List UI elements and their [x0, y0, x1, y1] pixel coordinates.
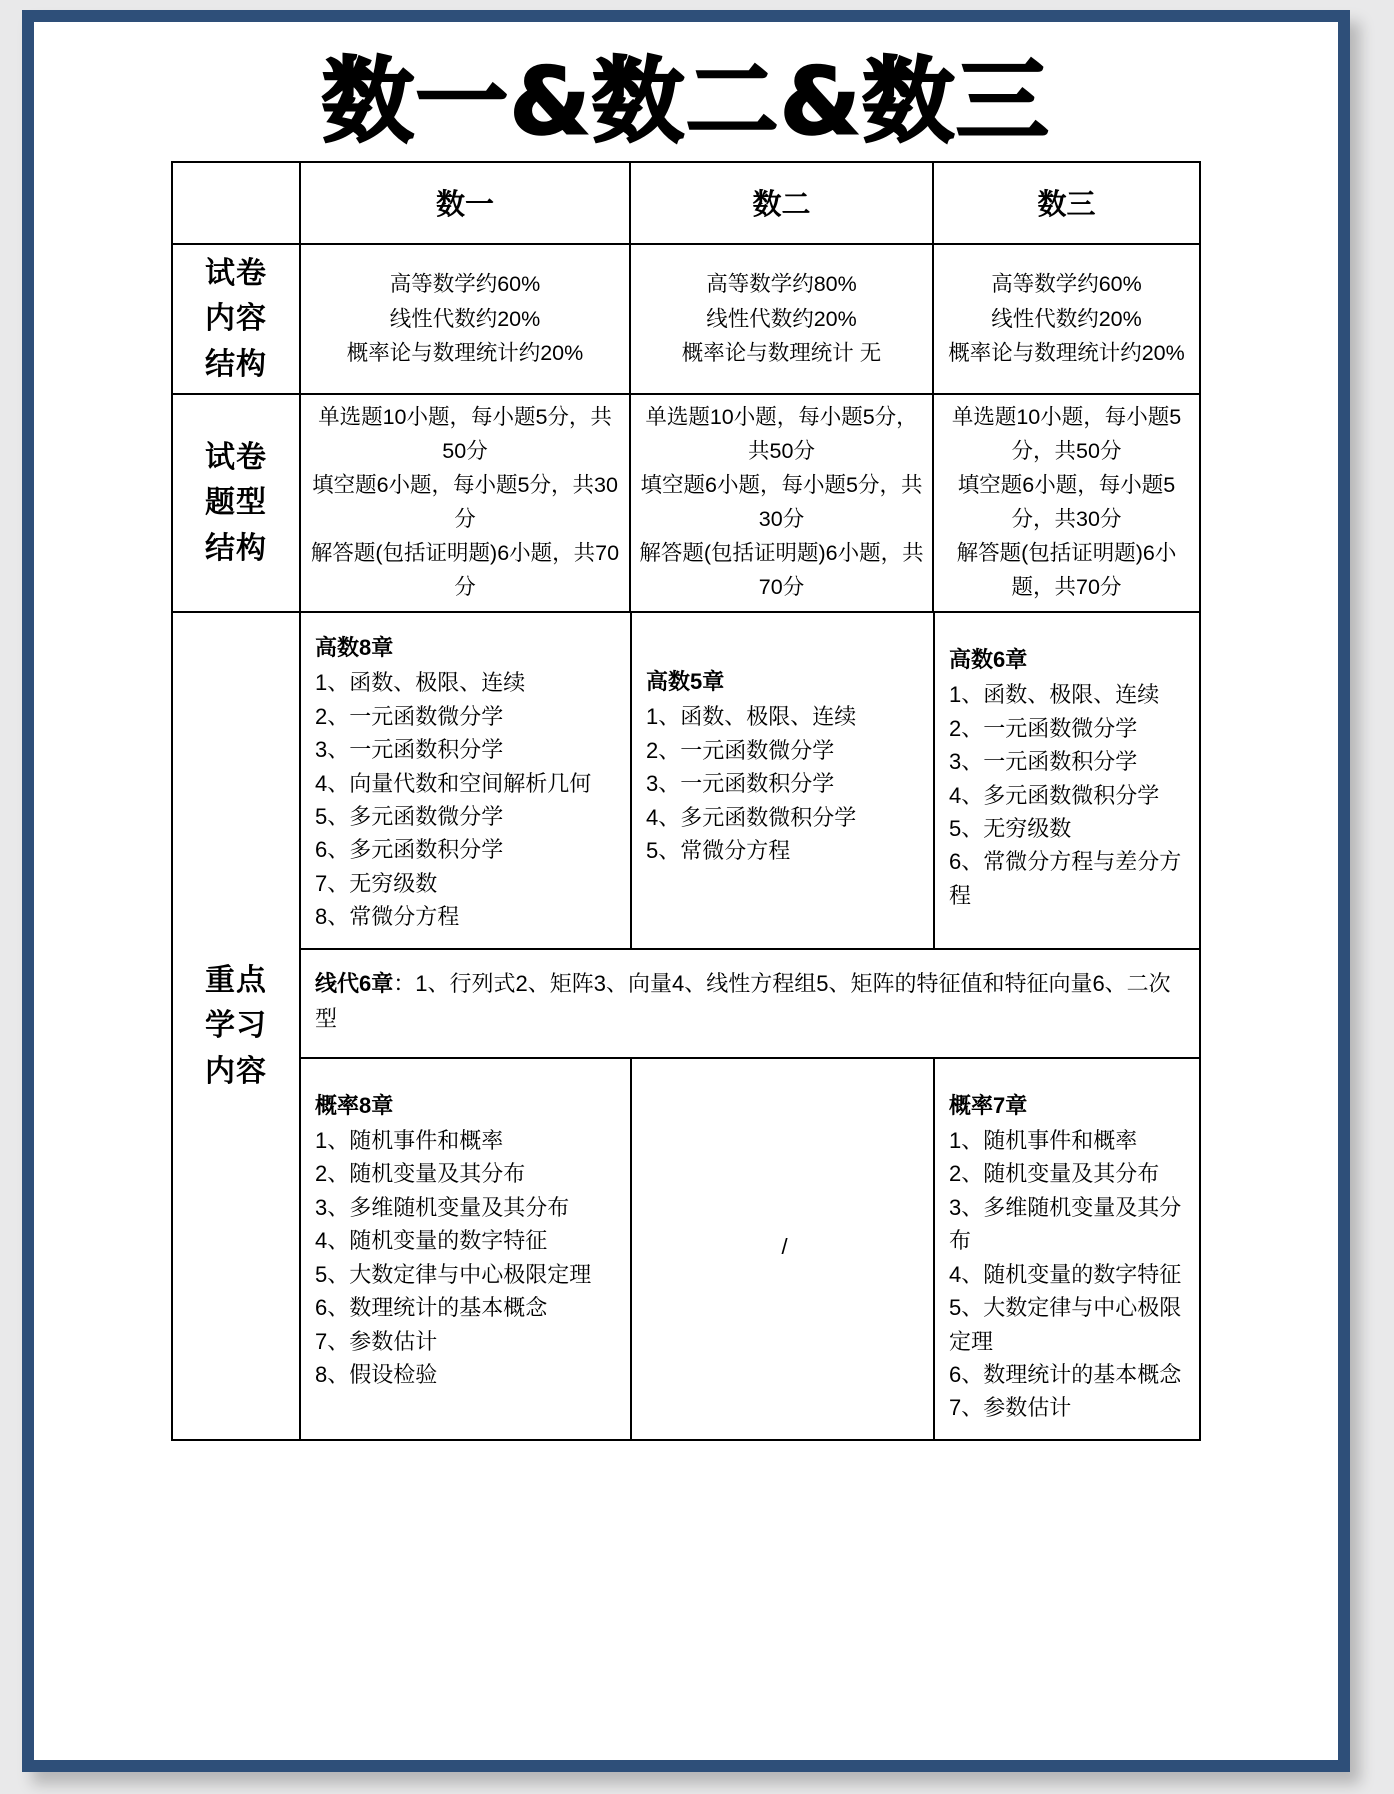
- list-item: 7、无穷级数: [315, 870, 438, 896]
- gailv-cell-shuyi: [301, 1058, 631, 1439]
- list-item: 4、多元函数微积分学: [646, 804, 857, 830]
- row-label-content-structure: [172, 244, 300, 395]
- content-line: 单选题10小题，每小题5分，共50分: [951, 405, 1182, 464]
- gailv-row: [301, 1058, 1199, 1439]
- content-line: 高等数学约60%: [389, 271, 541, 296]
- list-item: 3、多维随机变量及其分布: [315, 1194, 570, 1220]
- list-item: 4、多元函数微积分学: [949, 782, 1160, 808]
- cell-question-structure-shusan: [933, 394, 1200, 612]
- list-item: 5、多元函数微分学: [315, 803, 504, 829]
- row-label-line: 内容: [205, 1054, 267, 1088]
- content-line: 解答题(包括证明题)6小题，共70分: [310, 541, 620, 600]
- key-content-container: [300, 612, 1200, 1440]
- gaoshu-cell-shuyi: [301, 613, 631, 949]
- gailv-list-shuyi: [315, 1124, 620, 1392]
- gaoshu-list-shusan: [949, 678, 1189, 912]
- content-line: 解答题(包括证明题)6小题，共70分: [956, 541, 1177, 600]
- content-line: 高等数学约60%: [991, 271, 1142, 296]
- row-label-line: 试卷: [205, 440, 267, 474]
- gaoshu-heading: 高数5章: [646, 669, 725, 695]
- content-line: 概率论与数理统计约20%: [948, 341, 1185, 366]
- content-line: 概率论与数理统计 无: [681, 341, 882, 366]
- key-content-table: [301, 613, 1199, 1439]
- list-item: 6、数理统计的基本概念: [949, 1362, 1182, 1387]
- gaoshu-heading: 高数8章: [315, 635, 394, 661]
- content-line: 概率论与数理统计约20%: [346, 341, 584, 366]
- list-item: 6、常微分方程与差分方程: [949, 849, 1182, 908]
- cell-question-structure-shuyi: [300, 394, 630, 612]
- list-item: 2、一元函数微分学: [315, 703, 504, 729]
- row-label-line: 题型: [205, 486, 267, 520]
- list-item: 1、函数、极限、连续: [949, 682, 1160, 708]
- xiandai-heading: 线代6章: [315, 970, 394, 996]
- row-label-question-structure: [172, 394, 300, 612]
- list-item: 6、数理统计的基本概念: [315, 1295, 548, 1321]
- row-label-line: 结构: [205, 532, 267, 566]
- gailv-heading: 概率8章: [315, 1092, 394, 1118]
- list-item: 5、无穷级数: [949, 815, 1072, 841]
- list-item: 3、一元函数积分学: [315, 737, 504, 763]
- table-row: [172, 612, 1200, 1440]
- gaoshu-heading: 高数6章: [949, 647, 1028, 673]
- gaoshu-list-shuer: [646, 700, 923, 867]
- content-line: 解答题(包括证明题)6小题，共70分: [639, 541, 924, 600]
- content-line: 线性代数约20%: [706, 306, 857, 331]
- xiandai-cell: [301, 949, 1199, 1058]
- gaoshu-list-shuyi: [315, 666, 620, 934]
- list-item: 4、向量代数和空间解析几何: [315, 770, 592, 796]
- gailv-cell-shuer: [631, 1058, 934, 1439]
- list-item: 2、一元函数微分学: [949, 715, 1138, 741]
- xiandai-row: [301, 949, 1199, 1058]
- content-line: 线性代数约20%: [389, 306, 541, 331]
- list-item: 7、参数估计: [315, 1328, 438, 1354]
- list-item: 2、一元函数微分学: [646, 737, 835, 763]
- gailv-list-shusan: [949, 1124, 1189, 1425]
- list-item: 6、多元函数积分学: [315, 837, 504, 863]
- cell-content-structure-shuer: [630, 244, 933, 395]
- row-label-key-content: [172, 612, 300, 1440]
- content-line: 线性代数约20%: [991, 306, 1142, 331]
- list-item: 1、随机事件和概率: [315, 1127, 504, 1153]
- list-item: 5、大数定律与中心极限定理: [949, 1295, 1182, 1354]
- xiandai-text: 1、行列式2、矩阵3、向量4、线性方程组5、矩阵的特征值和特征向量6、二次型: [315, 970, 1171, 1032]
- document-sheet: [48, 36, 1324, 1746]
- list-item: 5、常微分方程: [646, 837, 791, 863]
- corner-cell: [172, 162, 300, 244]
- gaoshu-row: [301, 613, 1199, 949]
- list-item: 4、随机变量的数字特征: [949, 1261, 1182, 1287]
- list-item: 3、一元函数积分学: [949, 749, 1138, 775]
- content-line: 填空题6小题，每小题5分，共30分: [312, 473, 618, 532]
- table-row: [172, 244, 1200, 395]
- gaoshu-cell-shusan: [934, 613, 1199, 949]
- content-line: 填空题6小题，每小题5分，共30分: [640, 473, 923, 532]
- gaoshu-cell-shuer: [631, 613, 934, 949]
- content-line: 单选题10小题，每小题5分，共50分: [645, 405, 918, 464]
- column-header-shuer: 数二: [630, 162, 933, 244]
- list-item: 2、随机变量及其分布: [315, 1161, 526, 1187]
- list-item: 2、随机变量及其分布: [949, 1161, 1160, 1187]
- content-line: 填空题6小题，每小题5分，共30分: [957, 473, 1176, 532]
- gailv-heading: 概率7章: [949, 1092, 1028, 1118]
- page-title: 数一&数二&数三: [321, 48, 1051, 155]
- not-applicable-mark: /: [781, 1233, 788, 1259]
- cell-question-structure-shuer: [630, 394, 933, 612]
- row-label-line: 学习: [205, 1009, 267, 1043]
- list-item: 8、假设检验: [315, 1362, 438, 1387]
- list-item: 1、随机事件和概率: [949, 1127, 1138, 1153]
- list-item: 3、一元函数积分学: [646, 771, 835, 797]
- row-label-line: 试卷: [205, 256, 267, 290]
- row-label-line: 结构: [205, 347, 267, 381]
- list-item: 5、大数定律与中心极限定理: [315, 1261, 592, 1287]
- column-header-shusan: 数三: [933, 162, 1200, 244]
- row-label-line: 内容: [205, 302, 267, 336]
- gailv-cell-shusan: [934, 1058, 1199, 1439]
- column-header-shuyi: 数一: [300, 162, 630, 244]
- document-page: [22, 10, 1350, 1772]
- cell-content-structure-shusan: [933, 244, 1200, 395]
- list-item: 4、随机变量的数字特征: [315, 1228, 548, 1254]
- comparison-table: [171, 161, 1201, 1441]
- list-item: 7、参数估计: [949, 1395, 1072, 1421]
- xiandai-separator: ：: [393, 970, 416, 996]
- table-header-row: [172, 162, 1200, 244]
- row-label-line: 重点: [205, 963, 267, 997]
- list-item: 3、多维随机变量及其分布: [949, 1194, 1182, 1254]
- table-row: [172, 394, 1200, 612]
- content-line: 单选题10小题，每小题5分，共50分: [318, 405, 612, 464]
- cell-content-structure-shuyi: [300, 244, 630, 395]
- content-line: 高等数学约80%: [706, 271, 857, 296]
- list-item: 1、函数、极限、连续: [646, 704, 857, 730]
- list-item: 1、函数、极限、连续: [315, 670, 526, 696]
- list-item: 8、常微分方程: [315, 904, 460, 930]
